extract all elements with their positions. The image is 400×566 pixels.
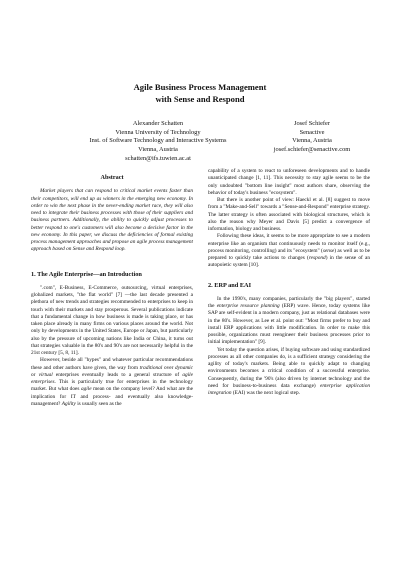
author-extra xyxy=(226,155,398,164)
emphasis: enterprise resource planning xyxy=(216,303,280,309)
right-paragraph-2: But there is another point of view: Haeckl et al. [8] suggest to move from a "Make-and-Sell" towards a "Sense-and-Respond" enterprise strategy. The latter strategy is often associated with biological structures, which is also the reason why Meyer and Davis [5] predict a convergence of information, biology and business. xyxy=(208,197,370,232)
title-line-1: Agile Business Process Management xyxy=(133,82,267,92)
section-1-paragraph-1: ".com", E-Business, E-Commerce, outsourcing, virtual enterprises, globalized markets, "the flat world" [7] —the last decade presented a plethora of new trends and strategies recommended to enterprises to keep in touch with their markets and stay prosperous. Several publications indicate that a fundamental change in how business is made is taking place, or has taken place already in many firms on various places around the world. Not only by developments in the United States, Europe or Japan, but particularly also by the pressure of upcoming nations like India or China, it turns out that strategies valuable in the 80's and 90's are not necessarily helpful in the 21st century [5, 8, 11]. xyxy=(31,284,193,356)
section-1-heading: 1. The Agile Enterprise—an Introduction xyxy=(31,270,142,278)
text-run: Following these ideas, it seems to be more appropriate to see a modern enterprise like an organism that continuously needs to monitor itself (e.g., process monitoring, controlling) and its "ecosystem" ( xyxy=(208,233,370,254)
author-location: Vienna, Austria xyxy=(138,146,178,154)
emphasis: sense xyxy=(322,247,335,254)
section-2-paragraph-1 xyxy=(208,296,370,347)
text-run: is usually seen as the xyxy=(75,400,122,407)
text-run: ) in the sense of an autopoietic system [10]. xyxy=(208,255,370,269)
author-affiliation: Vienna University of Technology xyxy=(115,128,201,136)
emphasis: Agility xyxy=(61,400,76,407)
emphasis: agile xyxy=(80,386,92,393)
text-run: . This is particularly true for enterprises in the technology market. But what does xyxy=(31,379,193,393)
text-run: (EAI) was the next logical step. xyxy=(231,390,300,396)
emphasis: agile enterprises xyxy=(31,371,193,385)
author-institute: Inst. of Software Technology and Interactive Systems xyxy=(89,137,227,145)
emphasis: traditional xyxy=(139,364,163,371)
author-email[interactable]: schatten@ifs.tuwien.ac.at xyxy=(125,154,191,162)
paper-title xyxy=(0,81,400,105)
section-2-paragraph-2 xyxy=(208,347,370,398)
section-2-heading: 2. ERP and EAI xyxy=(208,281,252,289)
text-run: or xyxy=(31,371,39,378)
author-name: Josef Schiefer xyxy=(293,120,331,127)
text-run: enterprises eventually leads to a general structure of xyxy=(52,371,183,378)
right-paragraph-1: capability of a system to react to unforeseen developments and to handle unanticipated change [1, 11]. This necessity to stay agile seems to be the only undoubted "bottom line insight" most authors share, observing the behavior of today's business "ecosystem". xyxy=(208,168,370,196)
emphasis: dynamic xyxy=(175,364,193,371)
emphasis: enterprise application integration xyxy=(208,382,370,396)
text-run: However, beside all "hypes" and whatever particular recommendations these and other authors have given, the way from xyxy=(31,357,193,371)
right-column xyxy=(208,168,370,397)
abstract-heading: Abstract xyxy=(100,174,124,181)
emphasis: virtual xyxy=(38,371,53,378)
author-email[interactable]: josef.schiefer@senactive.com xyxy=(273,146,351,154)
text-run: Yet today the question arises, if buying software and using standardized processes as all other companies do, is a sufficient strategy considering the agility of today's markets. Being able to quickly adapt to changing environments becomes a critical condition of a successful enterprise. Consequently, during the '90's (also driven by internet technology and the need for business-to-business data exchange) xyxy=(208,346,370,389)
author-location: Vienna, Austria xyxy=(292,137,332,145)
text-run: In the 1990's, many companies, particularly the "big players", started the xyxy=(208,295,370,309)
right-paragraph-3 xyxy=(208,233,370,269)
abstract-text: Market players that can respond to critical market events faster than their competitors, will end up as winners in the emerging new economy. In order to win the next phase in the never-ending market race, they will also need to integrate their business processes with those of their suppliers and business partners. Additionally, the ability to quickly adjust processes to better respond to one's customers will also become a decisive factor in the new economy. In this paper, we discuss the deficiencies of formal existing process management approaches and propose an agile process management approach based on Sense and Respond loop. xyxy=(31,188,193,253)
author-schiefer xyxy=(226,120,398,163)
left-column xyxy=(31,168,193,408)
author-name: Alexander Schatten xyxy=(132,120,184,127)
author-affiliation: Senactive xyxy=(299,128,325,136)
text-run: (ERP) wave. Hence, today systems like SAP are self-evident in a modern company, just as relational databases were in the 80's. However, as Lee et al. point out: "Most firms prefer to buy and install ERP applications with little modification. In order to make this possible, organizations must reengineer their business processes prior to initial implementation" [9]. xyxy=(208,303,371,346)
text-run: over xyxy=(162,364,176,371)
section-1-paragraph-2 xyxy=(31,357,193,408)
emphasis: respond xyxy=(308,255,326,261)
text-run: ) as well as to be prepared to quickly take actions to changes ( xyxy=(208,247,370,261)
text-run: mean on the company level? And what are the implication for IT and process- and eventually also knowledge-management? xyxy=(31,386,193,407)
title-line-2: with Sense and Respond xyxy=(155,94,245,104)
